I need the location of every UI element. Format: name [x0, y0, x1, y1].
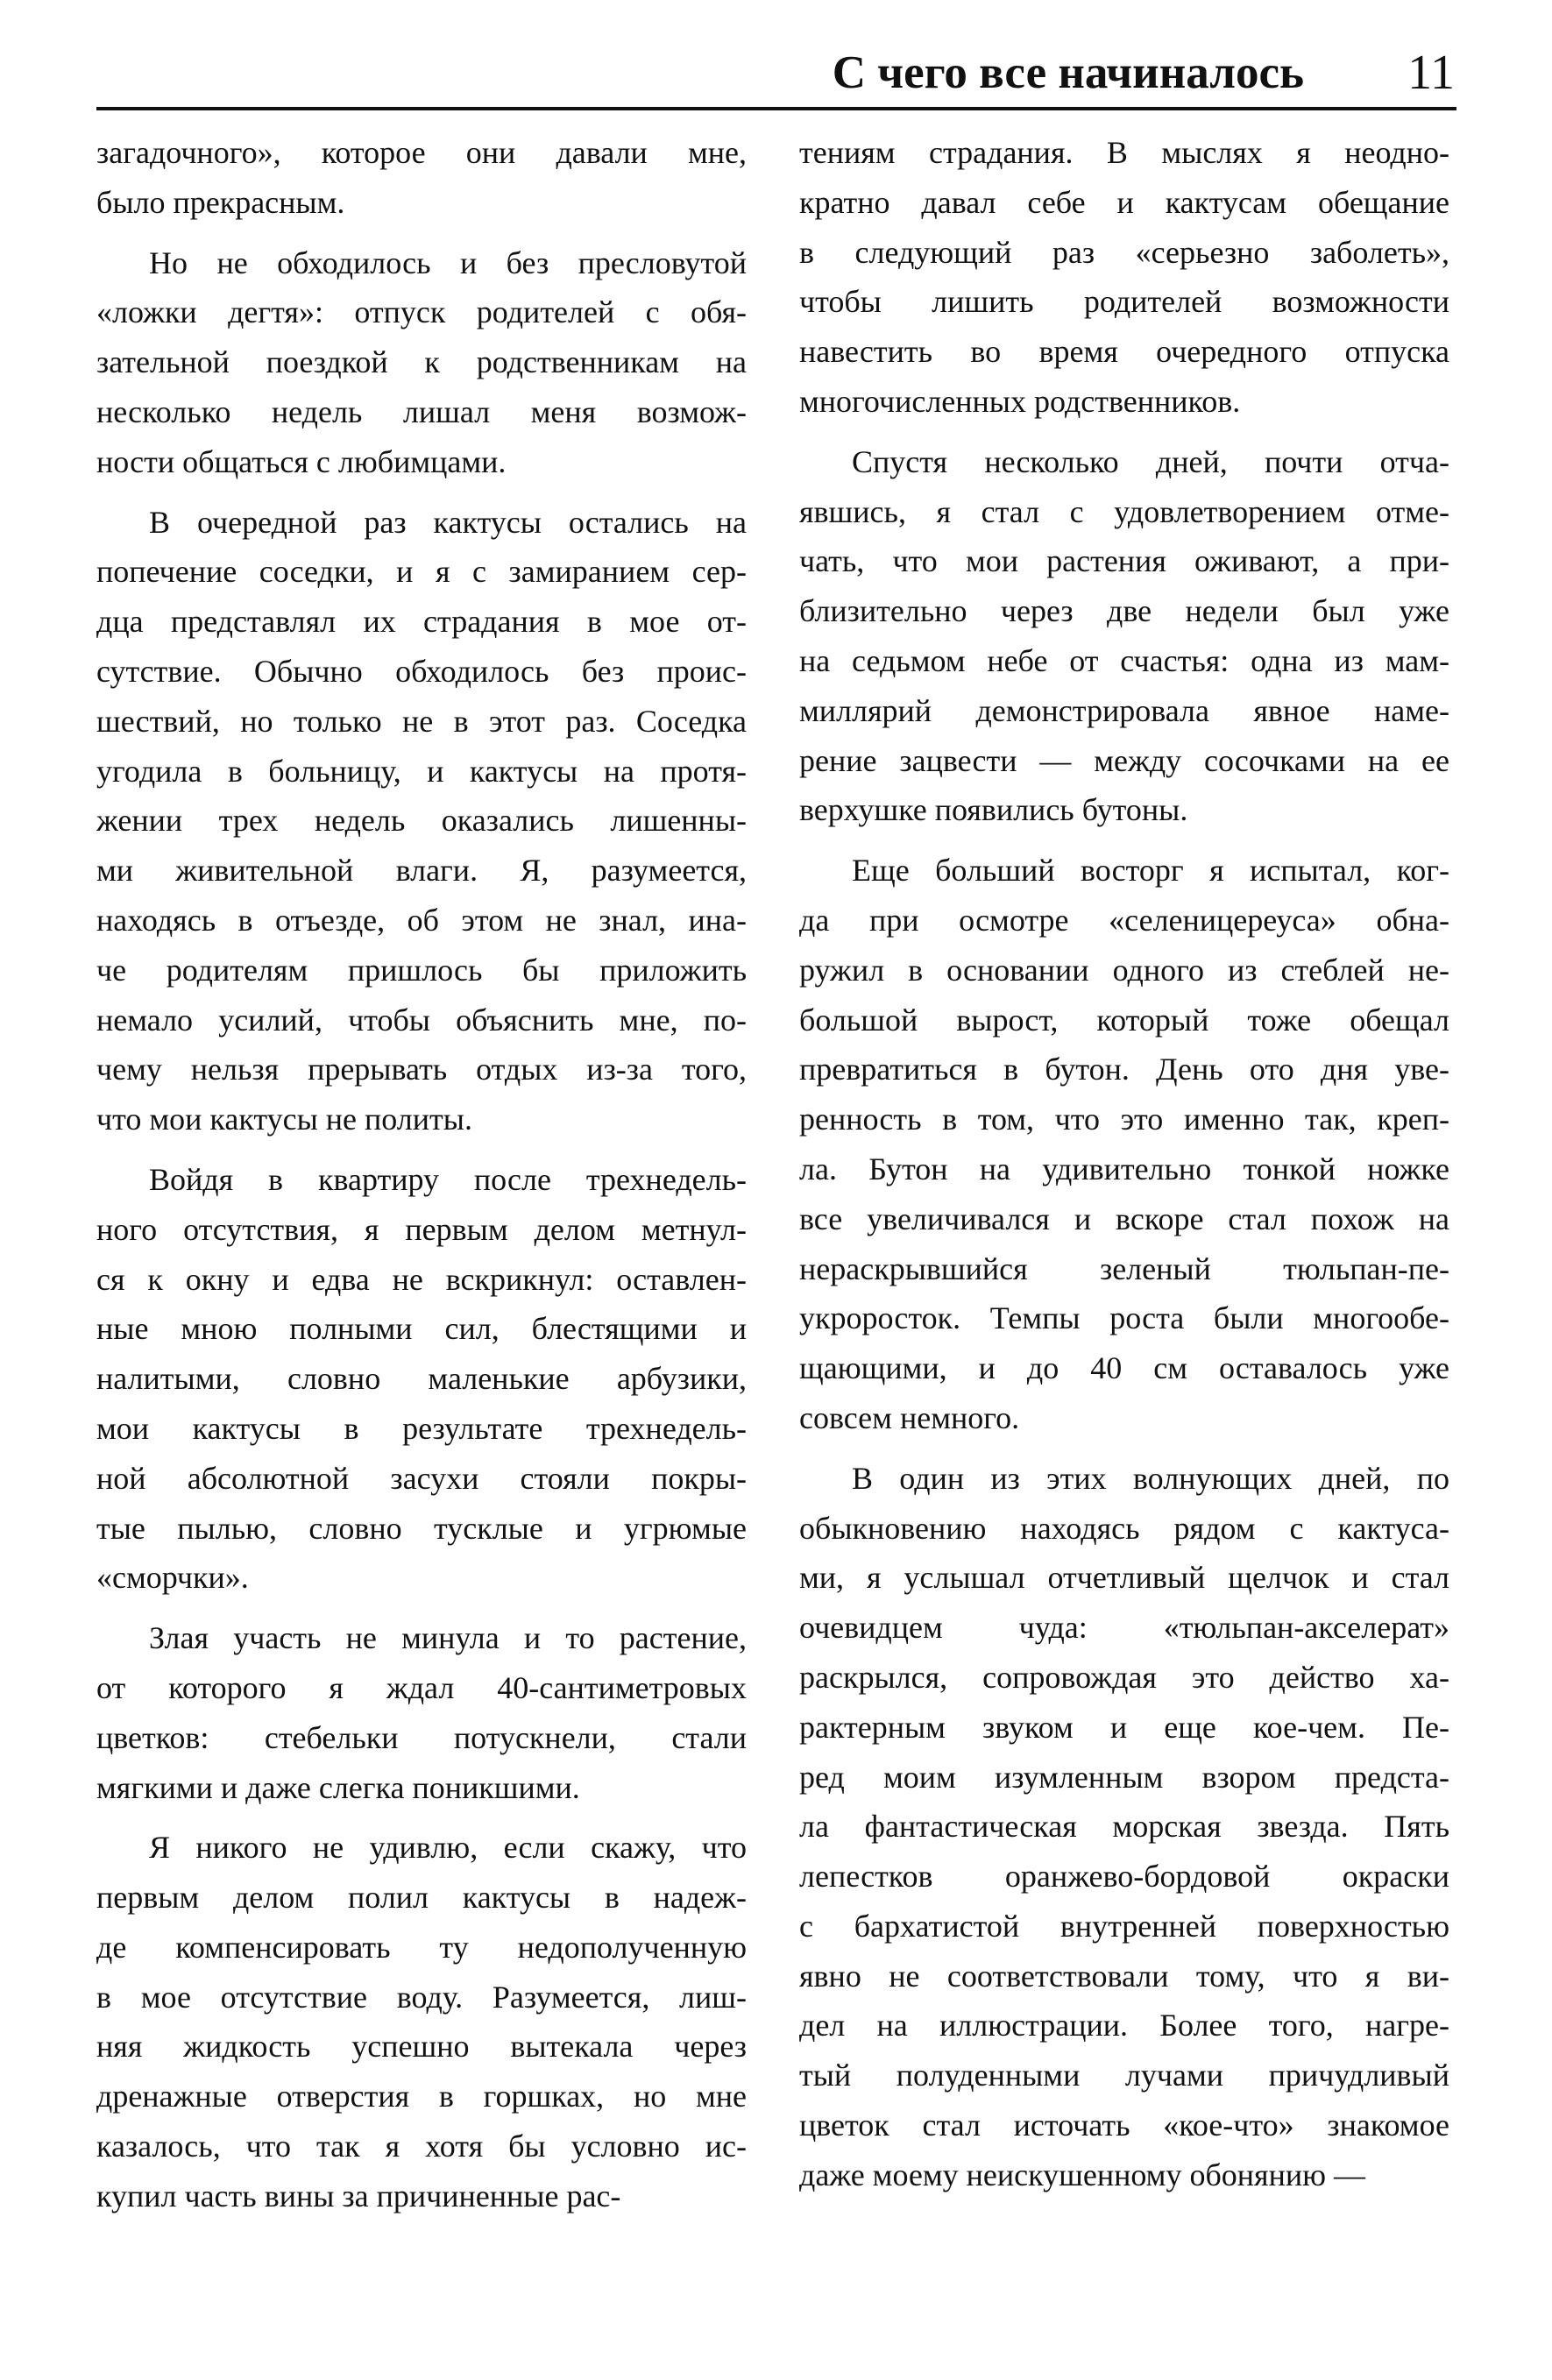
text-line: шествий, но только не в этот раз. Соседка — [96, 703, 747, 739]
text-line: В очередной раз кактусы остались на — [149, 504, 747, 540]
text-line: тый полуденными лучами причудливый — [799, 2058, 1449, 2093]
text-line: де компенсировать ту недополученную — [96, 1929, 747, 1965]
text-line: рактерным звуком и еще кое-чем. Пе- — [799, 1709, 1449, 1745]
text-line: было прекрасным. — [96, 184, 345, 220]
text-line: чему нельзя прерывать отдых из-за того, — [96, 1052, 747, 1087]
text-line: дца представлял их страдания в мое от- — [96, 604, 747, 640]
paragraph-gap — [96, 1812, 747, 1823]
text-line: обыкновению находясь рядом с кактуса- — [799, 1510, 1449, 1546]
text-line: ности общаться с любимцами. — [96, 443, 507, 479]
text-line: рение зацвести — между сосочками на ее — [799, 742, 1449, 778]
text-line: мои кактусы в результате трехнедель- — [96, 1410, 747, 1446]
text-line: ред моим изумленным взором предста- — [799, 1759, 1449, 1795]
text-line: в следующий раз «серьезно заболеть», — [799, 234, 1449, 270]
text-line: щающими, и до 40 см оставалось уже — [799, 1350, 1449, 1386]
paragraph-gap — [799, 1443, 1449, 1454]
left-text-column — [96, 128, 747, 2336]
text-line: зательной поездкой к родственникам на — [96, 344, 747, 380]
text-line: мягкими и даже слегка поникшими. — [96, 1769, 580, 1805]
text-line: Спустя несколько дней, почти отча- — [852, 443, 1449, 479]
text-line: угодила в больницу, и кактусы на протя- — [96, 753, 747, 789]
page-number: 11 — [1407, 46, 1455, 100]
text-line: явно не соответствовали тому, что я ви- — [799, 1958, 1449, 1994]
text-line: сутствие. Обычно обходилось без проис- — [96, 653, 747, 689]
text-line: находясь в отъезде, об этом не знал, ина- — [96, 902, 747, 938]
paragraph-gap — [799, 835, 1449, 846]
text-line: купил часть вины за причиненные рас- — [96, 2178, 621, 2214]
paragraph-gap — [799, 427, 1449, 437]
text-line: явшись, я стал с удовлетворением отме- — [799, 493, 1449, 529]
text-line: верхушке появились бутоны. — [799, 792, 1188, 828]
text-line: тениям страдания. В мыслях я неодно- — [799, 135, 1449, 170]
text-line: все увеличивался и вскоре стал похож на — [799, 1201, 1449, 1236]
running-head-title: С чего все начиналось — [832, 47, 1304, 98]
text-line: лепестков оранжево-бордовой окраски — [799, 1859, 1449, 1895]
text-line: налитыми, словно маленькие арбузики, — [96, 1361, 747, 1397]
text-line: даже моему неискушенному обонянию — — [799, 2157, 1366, 2192]
text-line: первым делом полил кактусы в надеж- — [96, 1880, 747, 1916]
text-line: Еще больший восторг я испытал, ког- — [852, 853, 1449, 889]
text-line: Но не обходилось и без пресловутой — [149, 244, 747, 280]
text-line: ся к окну и едва не вскрикнул: оставлен- — [96, 1261, 747, 1297]
text-line: дел на иллюстрации. Более того, нагре- — [799, 2008, 1449, 2044]
text-line: казалось, что так я хотя бы условно ис- — [96, 2129, 747, 2164]
text-line: на седьмом небе от счастья: одна из мам- — [799, 642, 1449, 678]
header-rule — [96, 107, 1456, 110]
right-text-column — [799, 128, 1449, 2336]
text-line: Войдя в квартиру после трехнедель- — [149, 1161, 747, 1197]
text-line: да при осмотре «селеницереуса» обна- — [799, 902, 1449, 938]
text-line: че родителям пришлось бы приложить — [96, 952, 747, 988]
paragraph-gap — [96, 487, 747, 498]
text-line: раскрылся, сопровождая это действо ха- — [799, 1659, 1449, 1695]
text-line: немало усилий, чтобы объяснить мне, по- — [96, 1002, 747, 1038]
text-line: чать, что мои растения оживают, а при- — [799, 543, 1449, 579]
paragraph-gap — [96, 228, 747, 238]
text-line: «сморчки». — [96, 1560, 249, 1596]
text-line: очевидцем чуда: «тюльпан-акселерат» — [799, 1610, 1449, 1646]
text-line: ми, я услышал отчетливый щелчок и стал — [799, 1560, 1449, 1596]
text-line: от которого я ждал 40-сантиметровых — [96, 1669, 747, 1705]
text-line: ренность в том, что это именно так, креп- — [799, 1101, 1449, 1137]
text-line: попечение соседки, и я с замиранием сер- — [96, 554, 747, 590]
text-line: ного отсутствия, я первым делом метнул- — [96, 1211, 747, 1247]
text-line: ные мною полными сил, блестящими и — [96, 1311, 747, 1347]
text-line: с бархатистой внутренней поверхностью — [799, 1908, 1449, 1944]
text-line: в мое отсутствие воду. Разумеется, лиш- — [96, 1979, 747, 2015]
text-line: ла. Бутон на удивительно тонкой ножке — [799, 1151, 1449, 1186]
text-line: близительно через две недели был уже — [799, 593, 1449, 629]
text-line: жении трех недель оказались лишенны- — [96, 803, 747, 839]
text-line: ла фантастическая морская звезда. Пять — [799, 1809, 1449, 1845]
text-line: Злая участь не минула и то растение, — [149, 1620, 747, 1656]
paragraph-gap — [96, 1603, 747, 1613]
text-line: тые пылью, словно тусклые и угрюмые — [96, 1510, 747, 1546]
text-line: дренажные отверстия в горшках, но мне — [96, 2079, 747, 2114]
text-line: большой вырост, который тоже обещал — [799, 1002, 1449, 1038]
text-line: навестить во время очередного отпуска — [799, 334, 1449, 370]
text-line: несколько недель лишал меня возмож- — [96, 393, 747, 429]
text-line: загадочного», которое они давали мне, — [96, 135, 747, 170]
text-line: В один из этих волнующих дней, по — [852, 1460, 1449, 1496]
paragraph-gap — [96, 1144, 747, 1155]
text-line: совсем немного. — [799, 1399, 1020, 1435]
text-line: ми живительной влаги. Я, разумеется, — [96, 853, 747, 889]
text-line: чтобы лишить родителей возможности — [799, 284, 1449, 320]
text-line: «ложки дегтя»: отпуск родителей с обя- — [96, 294, 747, 330]
text-line: няя жидкость успешно вытекала через — [96, 2029, 747, 2065]
text-line: многочисленных родственников. — [799, 383, 1241, 419]
text-line: Я никого не удивлю, если скажу, что — [149, 1830, 747, 1866]
text-line: ружил в основании одного из стеблей не- — [799, 952, 1449, 988]
text-line: нераскрывшийся зеленый тюльпан-пе- — [799, 1250, 1449, 1286]
text-line: что мои кактусы не политы. — [96, 1101, 472, 1137]
text-line: цветков: стебельки потускнели, стали — [96, 1719, 747, 1755]
text-line: кратно давал себе и кактусам обещание — [799, 184, 1449, 220]
text-line: ной абсолютной засухи стояли покры- — [96, 1460, 747, 1496]
text-line: укроросток. Темпы роста были многообе- — [799, 1300, 1449, 1336]
text-line: превратиться в бутон. День ото дня уве- — [799, 1052, 1449, 1087]
text-line: цветок стал источать «кое-что» знакомое — [799, 2107, 1449, 2143]
text-line: миллярий демонстрировала явное наме- — [799, 692, 1449, 728]
